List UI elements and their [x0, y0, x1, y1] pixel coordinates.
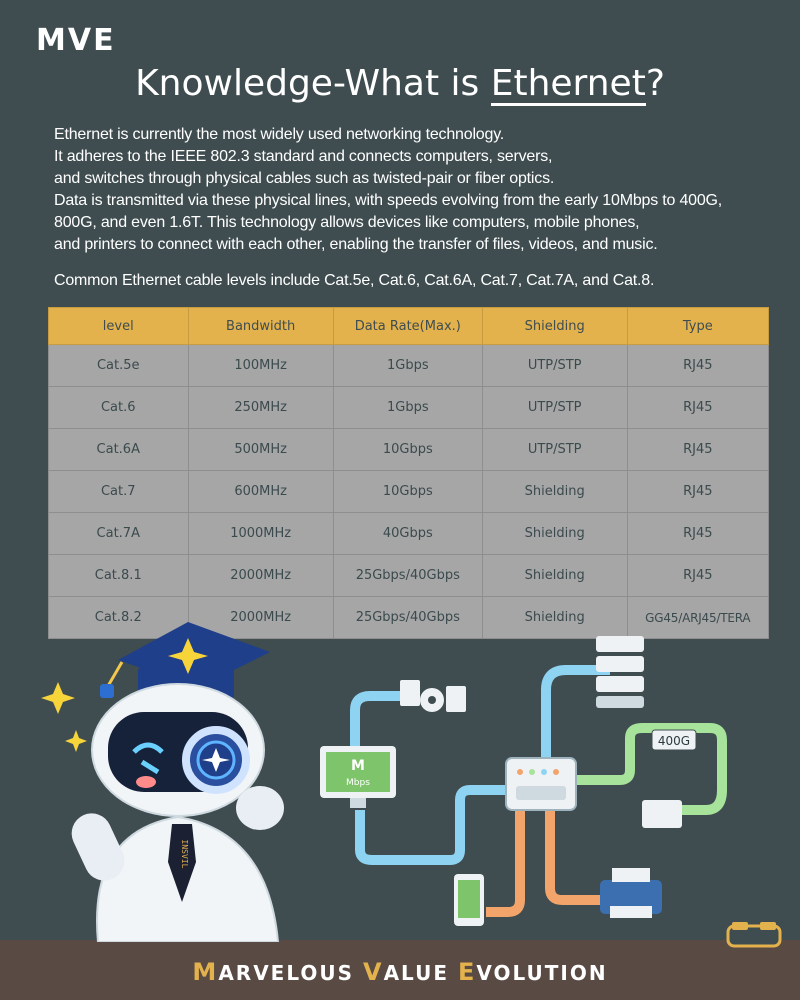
cell-bandwidth: 500MHz: [188, 429, 333, 471]
server-icon: [596, 636, 644, 652]
title-suffix: ?: [645, 63, 665, 104]
cell-level: Cat.8.2: [49, 597, 189, 639]
cell-data-rate: 10Gbps: [333, 429, 482, 471]
table-row: [49, 555, 769, 597]
ethernet-cable-table: [48, 307, 769, 639]
intro-line: Data is transmitted via these physical lines, with speeds evolving from the early 10Mbps to 400G,: [54, 192, 723, 209]
table-row: [49, 513, 769, 555]
table-header-row: [49, 308, 769, 345]
sparkle-icon: [41, 682, 75, 714]
table-row: [49, 429, 769, 471]
cell-bandwidth: 1000MHz: [188, 513, 333, 555]
cell-type: RJ45: [627, 345, 768, 387]
cell-data-rate: 25Gbps/40Gbps: [333, 555, 482, 597]
column-header-type: Type: [627, 308, 768, 345]
svg-text:400G: 400G: [657, 734, 691, 748]
sparkle-icon: [65, 730, 87, 752]
table-row: [49, 387, 769, 429]
intro-line: It adheres to the IEEE 802.3 standard and connects computers, servers,: [54, 148, 553, 165]
column-header-level: level: [49, 308, 189, 345]
cell-type: RJ45: [627, 387, 768, 429]
title-underlined: Ethernet: [490, 63, 646, 104]
table-row: [49, 345, 769, 387]
cell-data-rate: 40Gbps: [333, 513, 482, 555]
page-title: [0, 62, 800, 106]
tagline-word: VOLUTION: [476, 961, 608, 985]
document-icon: [446, 686, 466, 712]
column-header-data-rate: Data Rate(Max.): [333, 308, 482, 345]
column-header-shielding: Shielding: [482, 308, 627, 345]
cable-blue: [355, 696, 400, 750]
cell-type: RJ45: [627, 513, 768, 555]
cell-type: RJ45: [627, 429, 768, 471]
svg-text:M: M: [351, 758, 365, 774]
cell-shielding: Shielding: [482, 597, 627, 639]
table-row: [49, 471, 769, 513]
tagline-cap: M: [192, 958, 219, 986]
cell-level: Cat.7A: [49, 513, 189, 555]
cell-bandwidth: 2000MHz: [188, 555, 333, 597]
robot-mascot-illustration: [38, 612, 318, 942]
title-prefix: Knowledge-What is: [135, 63, 491, 104]
intro-paragraph: [54, 124, 794, 256]
intro-line: 800G, and even 1.6T. This technology allows devices like computers, mobile phones,: [54, 214, 640, 231]
cell-type: RJ45: [627, 555, 768, 597]
cell-shielding: Shielding: [482, 555, 627, 597]
network-switch-icon: [506, 758, 576, 810]
mve-logo: [36, 23, 136, 58]
cell-shielding: UTP/STP: [482, 387, 627, 429]
cell-level: Cat.8.1: [49, 555, 189, 597]
tagline-word: ARVELOUS: [218, 961, 363, 985]
column-header-bandwidth: Bandwidth: [188, 308, 333, 345]
cell-shielding: UTP/STP: [482, 345, 627, 387]
tagline-cap: V: [362, 958, 384, 986]
cell-level: Cat.5e: [49, 345, 189, 387]
cell-type: GG45/ARJ45/TERA: [627, 597, 768, 639]
cell-bandwidth: 250MHz: [188, 387, 333, 429]
intro-line: and printers to connect with each other, enabling the transfer of files, videos, and music.: [54, 236, 658, 253]
cell-type: RJ45: [627, 471, 768, 513]
cell-level: Cat.7: [49, 471, 189, 513]
cell-level: Cat.6: [49, 387, 189, 429]
toolbox-icon: [726, 920, 782, 948]
tagline-cap: E: [457, 958, 477, 986]
cable-orange: [486, 810, 520, 912]
logo-text: MVE: [36, 23, 116, 58]
tagline-word: ALUE: [383, 961, 458, 985]
video-clip-icon: [642, 800, 682, 828]
cell-data-rate: 10Gbps: [333, 471, 482, 513]
cell-bandwidth: 2000MHz: [188, 597, 333, 639]
intro-line: Ethernet is currently the most widely used networking technology.: [54, 126, 505, 143]
cell-bandwidth: 100MHz: [188, 345, 333, 387]
cell-shielding: Shielding: [482, 513, 627, 555]
cell-bandwidth: 600MHz: [188, 471, 333, 513]
svg-text:Mbps: Mbps: [346, 778, 370, 788]
footer-tagline: [0, 958, 800, 986]
cable-levels-note: Common Ethernet cable levels include Cat.5e, Cat.6, Cat.6A, Cat.7, Cat.7A, and Cat.8.: [54, 272, 655, 289]
network-illustration: [310, 630, 780, 930]
cell-data-rate: 25Gbps/40Gbps: [333, 597, 482, 639]
cell-data-rate: 1Gbps: [333, 387, 482, 429]
svg-text:INSVIL: INSVIL: [180, 839, 189, 869]
cell-level: Cat.6A: [49, 429, 189, 471]
document-icon: [400, 680, 420, 706]
cell-shielding: Shielding: [482, 471, 627, 513]
intro-line: and switches through physical cables such as twisted-pair or fiber optics.: [54, 170, 555, 187]
cell-data-rate: 1Gbps: [333, 345, 482, 387]
cable-green: [572, 728, 722, 810]
cell-shielding: UTP/STP: [482, 429, 627, 471]
